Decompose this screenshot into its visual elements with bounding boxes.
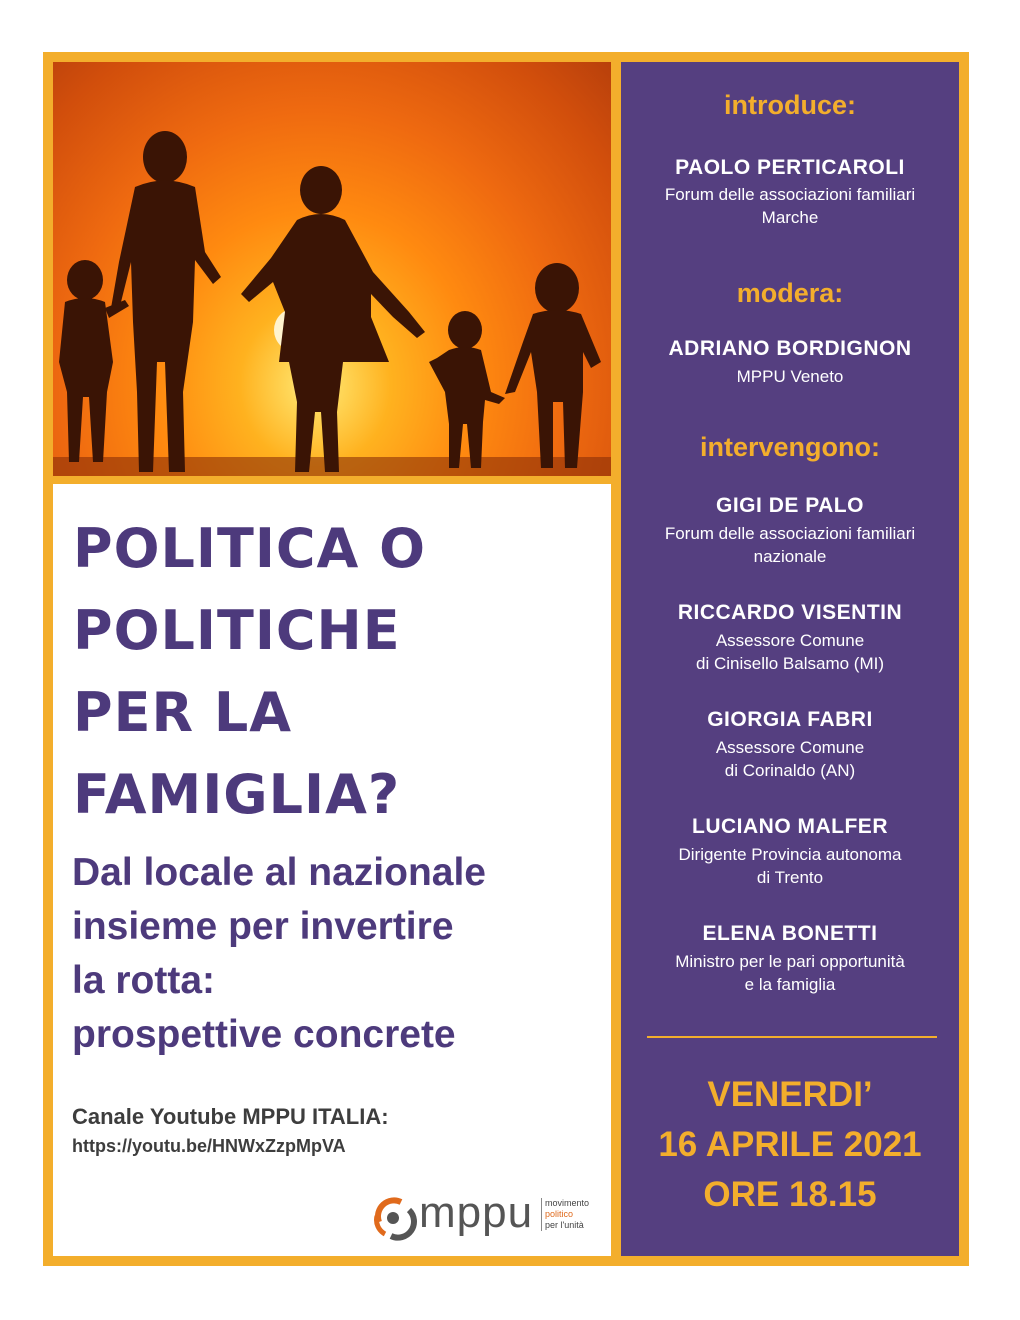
- mppu-logo-icon: [371, 1192, 417, 1242]
- speaker-name: GIGI DE PALO: [716, 494, 864, 517]
- speaker-role: [621, 522, 959, 568]
- mppu-logo-tagline: [541, 1198, 589, 1231]
- role-line: Marche: [761, 208, 819, 227]
- role-line: Dirigente Provincia autonoma: [678, 845, 902, 864]
- role-line: MPPU Veneto: [736, 367, 844, 386]
- event-subtitle: [72, 846, 602, 1062]
- role-line: nazionale: [753, 547, 827, 566]
- left-panel: [53, 484, 611, 1256]
- modera-heading: modera:: [736, 278, 844, 308]
- event-title: [73, 508, 603, 836]
- event-time: ORE 18.15: [703, 1175, 877, 1214]
- title-line: PER LA: [73, 681, 293, 744]
- speaker-role: [621, 365, 959, 388]
- speaker-name: RICCARDO VISENTIN: [677, 601, 903, 624]
- youtube-channel-label: Canale Youtube MPPU ITALIA:: [72, 1104, 389, 1129]
- speaker-name: ADRIANO BORDIGNON: [668, 337, 912, 360]
- role-line: Assessore Comune: [715, 631, 865, 650]
- introduce-heading: introduce:: [724, 90, 856, 120]
- role-line: Assessore Comune: [715, 738, 865, 757]
- title-line: FAMIGLIA?: [73, 763, 401, 826]
- mppu-logo-word: mppu: [419, 1188, 534, 1237]
- speaker-name: GIORGIA FABRI: [707, 708, 873, 731]
- subtitle-line: insieme per invertire: [72, 905, 454, 948]
- mppu-logo: [371, 1186, 611, 1246]
- role-line: Ministro per le pari opportunità: [675, 952, 905, 971]
- speaker-name: PAOLO PERTICAROLI: [675, 156, 905, 179]
- speaker-role: [621, 183, 959, 229]
- speaker-name: ELENA BONETTI: [702, 922, 878, 945]
- role-line: di Corinaldo (AN): [724, 761, 856, 780]
- speaker-name: LUCIANO MALFER: [692, 815, 888, 838]
- speaker-role: [621, 950, 959, 996]
- speaker-role: [621, 843, 959, 889]
- event-day: VENERDI’: [707, 1075, 873, 1114]
- family-silhouette-image: [53, 62, 611, 476]
- tagline-line: per l'unità: [545, 1220, 584, 1230]
- tagline-line: politico: [545, 1209, 574, 1219]
- role-line: Forum delle associazioni familiari: [664, 524, 916, 543]
- title-line: POLITICHE: [73, 599, 401, 662]
- role-line: e la famiglia: [744, 975, 836, 994]
- subtitle-line: prospettive concrete: [72, 1013, 456, 1056]
- tagline-line: movimento: [545, 1198, 590, 1208]
- title-line: POLITICA O: [73, 517, 427, 580]
- family-silhouette-photo: [53, 62, 611, 476]
- subtitle-line: Dal locale al nazionale: [72, 851, 486, 894]
- divider: [647, 1036, 937, 1038]
- youtube-link[interactable]: https://youtu.be/HNWxZzpMpVA: [72, 1136, 346, 1156]
- role-line: di Trento: [756, 868, 824, 887]
- event-date: 16 APRILE 2021: [658, 1125, 922, 1164]
- intervengono-heading: intervengono:: [700, 432, 880, 462]
- speakers-panel: [621, 62, 959, 1256]
- role-line: di Cinisello Balsamo (MI): [696, 654, 884, 673]
- role-line: Forum delle associazioni familiari: [664, 185, 916, 204]
- subtitle-line: la rotta:: [72, 959, 216, 1002]
- speaker-role: [621, 736, 959, 782]
- speaker-role: [621, 629, 959, 675]
